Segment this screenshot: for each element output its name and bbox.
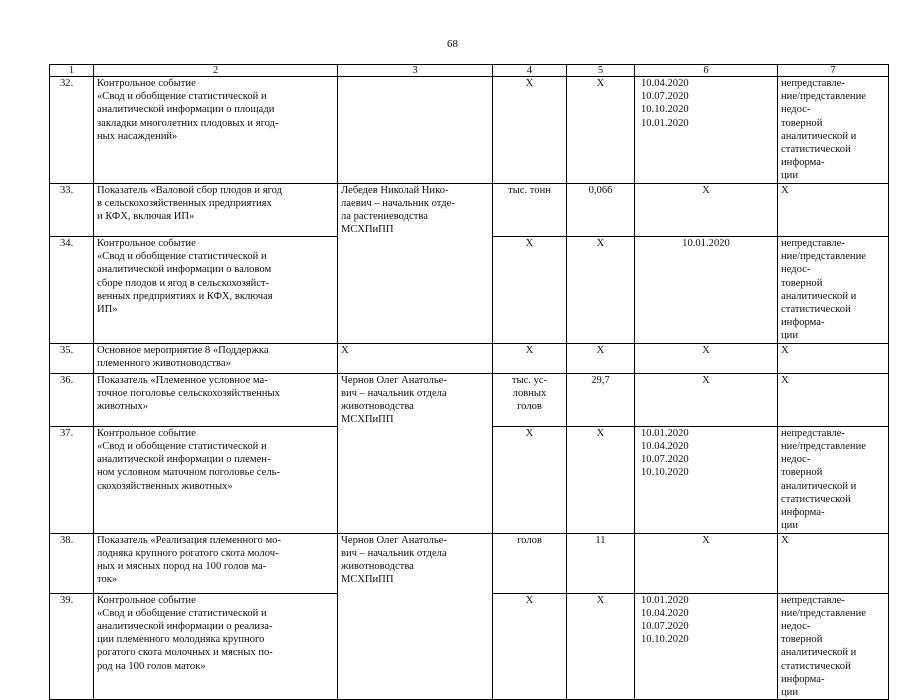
dates-cell: Х — [635, 533, 778, 593]
risk-cell: Х — [778, 343, 889, 373]
value-cell: Х — [567, 343, 635, 373]
responsible-person — [338, 77, 493, 184]
risk-cell: непредставле- ние/представление недос- товерной аналитической и статистической информа- ции — [778, 593, 889, 700]
responsible-person: Чернов Олег Анатолье- вич – начальник отдела животноводства МСХПиПП — [338, 373, 493, 426]
value-cell: Х — [567, 426, 635, 533]
responsible-person: Чернов Олег Анатолье- вич – начальник отдела животноводства МСХПиПП — [338, 533, 493, 593]
dates-cell: Х — [635, 183, 778, 236]
event-name: Контрольное событие «Свод и обобщение статистической и аналитической информации о площади закладки многолетних плодовых и ягод- ных насаждений» — [94, 77, 338, 184]
row-number: 36. — [50, 373, 94, 426]
row-number: 32. — [50, 77, 94, 184]
plan-table — [49, 64, 889, 700]
responsible-person — [338, 426, 493, 533]
column-header: 6 — [635, 65, 778, 77]
indicator-name: Показатель «Реализация племенного мо- лодняка крупного рогатого скота молоч- ных и мясных пород на 100 голов ма- ток» — [94, 533, 338, 593]
column-header: 1 — [50, 65, 94, 77]
risk-cell: непредставле- ние/представление недос- товерной аналитической и статистической информа- ции — [778, 426, 889, 533]
dates-cell: 10.01.2020 — [635, 236, 778, 343]
event-name: Контрольное событие «Свод и обобщение статистической и аналитической информации о племен- ном условном маточном поголовье сель- скохозяйственных животных» — [94, 426, 338, 533]
risk-cell: непредставле- ние/представление недос- товерной аналитической и статистической информа- ции — [778, 77, 889, 184]
dates-cell: 10.01.2020 10.04.2020 10.07.2020 10.10.2020 — [635, 426, 778, 533]
event-name: Контрольное событие «Свод и обобщение статистической и аналитической информации о валовом сборе плодов и ягод в сельскохозяйст- венных предприятиях и КФХ, включая ИП» — [94, 236, 338, 343]
row-number: 33. — [50, 183, 94, 236]
activity-name: Основное мероприятие 8 «Поддержка племенного животноводства» — [94, 343, 338, 373]
risk-cell: Х — [778, 533, 889, 593]
table-row — [50, 593, 889, 700]
risk-cell: Х — [778, 373, 889, 426]
unit-cell: Х — [493, 343, 567, 373]
table-row — [50, 183, 889, 236]
unit-cell: тыс. тонн — [493, 183, 567, 236]
table-header-row — [50, 65, 889, 77]
column-header: 4 — [493, 65, 567, 77]
value-cell: 29,7 — [567, 373, 635, 426]
dates-cell: 10.04.2020 10.07.2020 10.10.2020 10.01.2020 — [635, 77, 778, 184]
responsible-person: Х — [338, 343, 493, 373]
table-row — [50, 343, 889, 373]
responsible-person — [338, 236, 493, 343]
risk-cell: непредставле- ние/представление недос- товерной аналитической и статистической информа- ции — [778, 236, 889, 343]
value-cell: Х — [567, 236, 635, 343]
dates-cell: Х — [635, 373, 778, 426]
row-number: 38. — [50, 533, 94, 593]
table-row — [50, 533, 889, 593]
table-row — [50, 236, 889, 343]
dates-cell: 10.01.2020 10.04.2020 10.07.2020 10.10.2020 — [635, 593, 778, 700]
value-cell: Х — [567, 77, 635, 184]
risk-cell: Х — [778, 183, 889, 236]
indicator-name: Показатель «Племенное условное ма- точное поголовье сельскохозяйственных животных» — [94, 373, 338, 426]
dates-cell: Х — [635, 343, 778, 373]
responsible-person — [338, 593, 493, 700]
column-header: 3 — [338, 65, 493, 77]
responsible-person: Лебедев Николай Нико- лаевич – начальник отде- ла растениеводства МСХПиПП — [338, 183, 493, 236]
value-cell: 11 — [567, 533, 635, 593]
value-cell: 0,066 — [567, 183, 635, 236]
table-row — [50, 77, 889, 184]
unit-cell: Х — [493, 426, 567, 533]
value-cell: Х — [567, 593, 635, 700]
column-header: 5 — [567, 65, 635, 77]
table-row — [50, 373, 889, 426]
row-number: 35. — [50, 343, 94, 373]
page-number: 68 — [447, 38, 458, 50]
unit-cell: Х — [493, 593, 567, 700]
unit-cell: голов — [493, 533, 567, 593]
row-number: 37. — [50, 426, 94, 533]
row-number: 34. — [50, 236, 94, 343]
unit-cell: тыс. ус- ловных голов — [493, 373, 567, 426]
unit-cell: Х — [493, 236, 567, 343]
event-name: Контрольное событие «Свод и обобщение статистической и аналитической информации о реализа- ции племенного молодняка крупного рогатого скота молочных и мясных по- род на 100 голов маток» — [94, 593, 338, 700]
unit-cell: Х — [493, 77, 567, 184]
table-row — [50, 426, 889, 533]
row-number: 39. — [50, 593, 94, 700]
column-header: 7 — [778, 65, 889, 77]
indicator-name: Показатель «Валовой сбор плодов и ягод в сельскохозяйственных предприятиях и КФХ, включая ИП» — [94, 183, 338, 236]
column-header: 2 — [94, 65, 338, 77]
